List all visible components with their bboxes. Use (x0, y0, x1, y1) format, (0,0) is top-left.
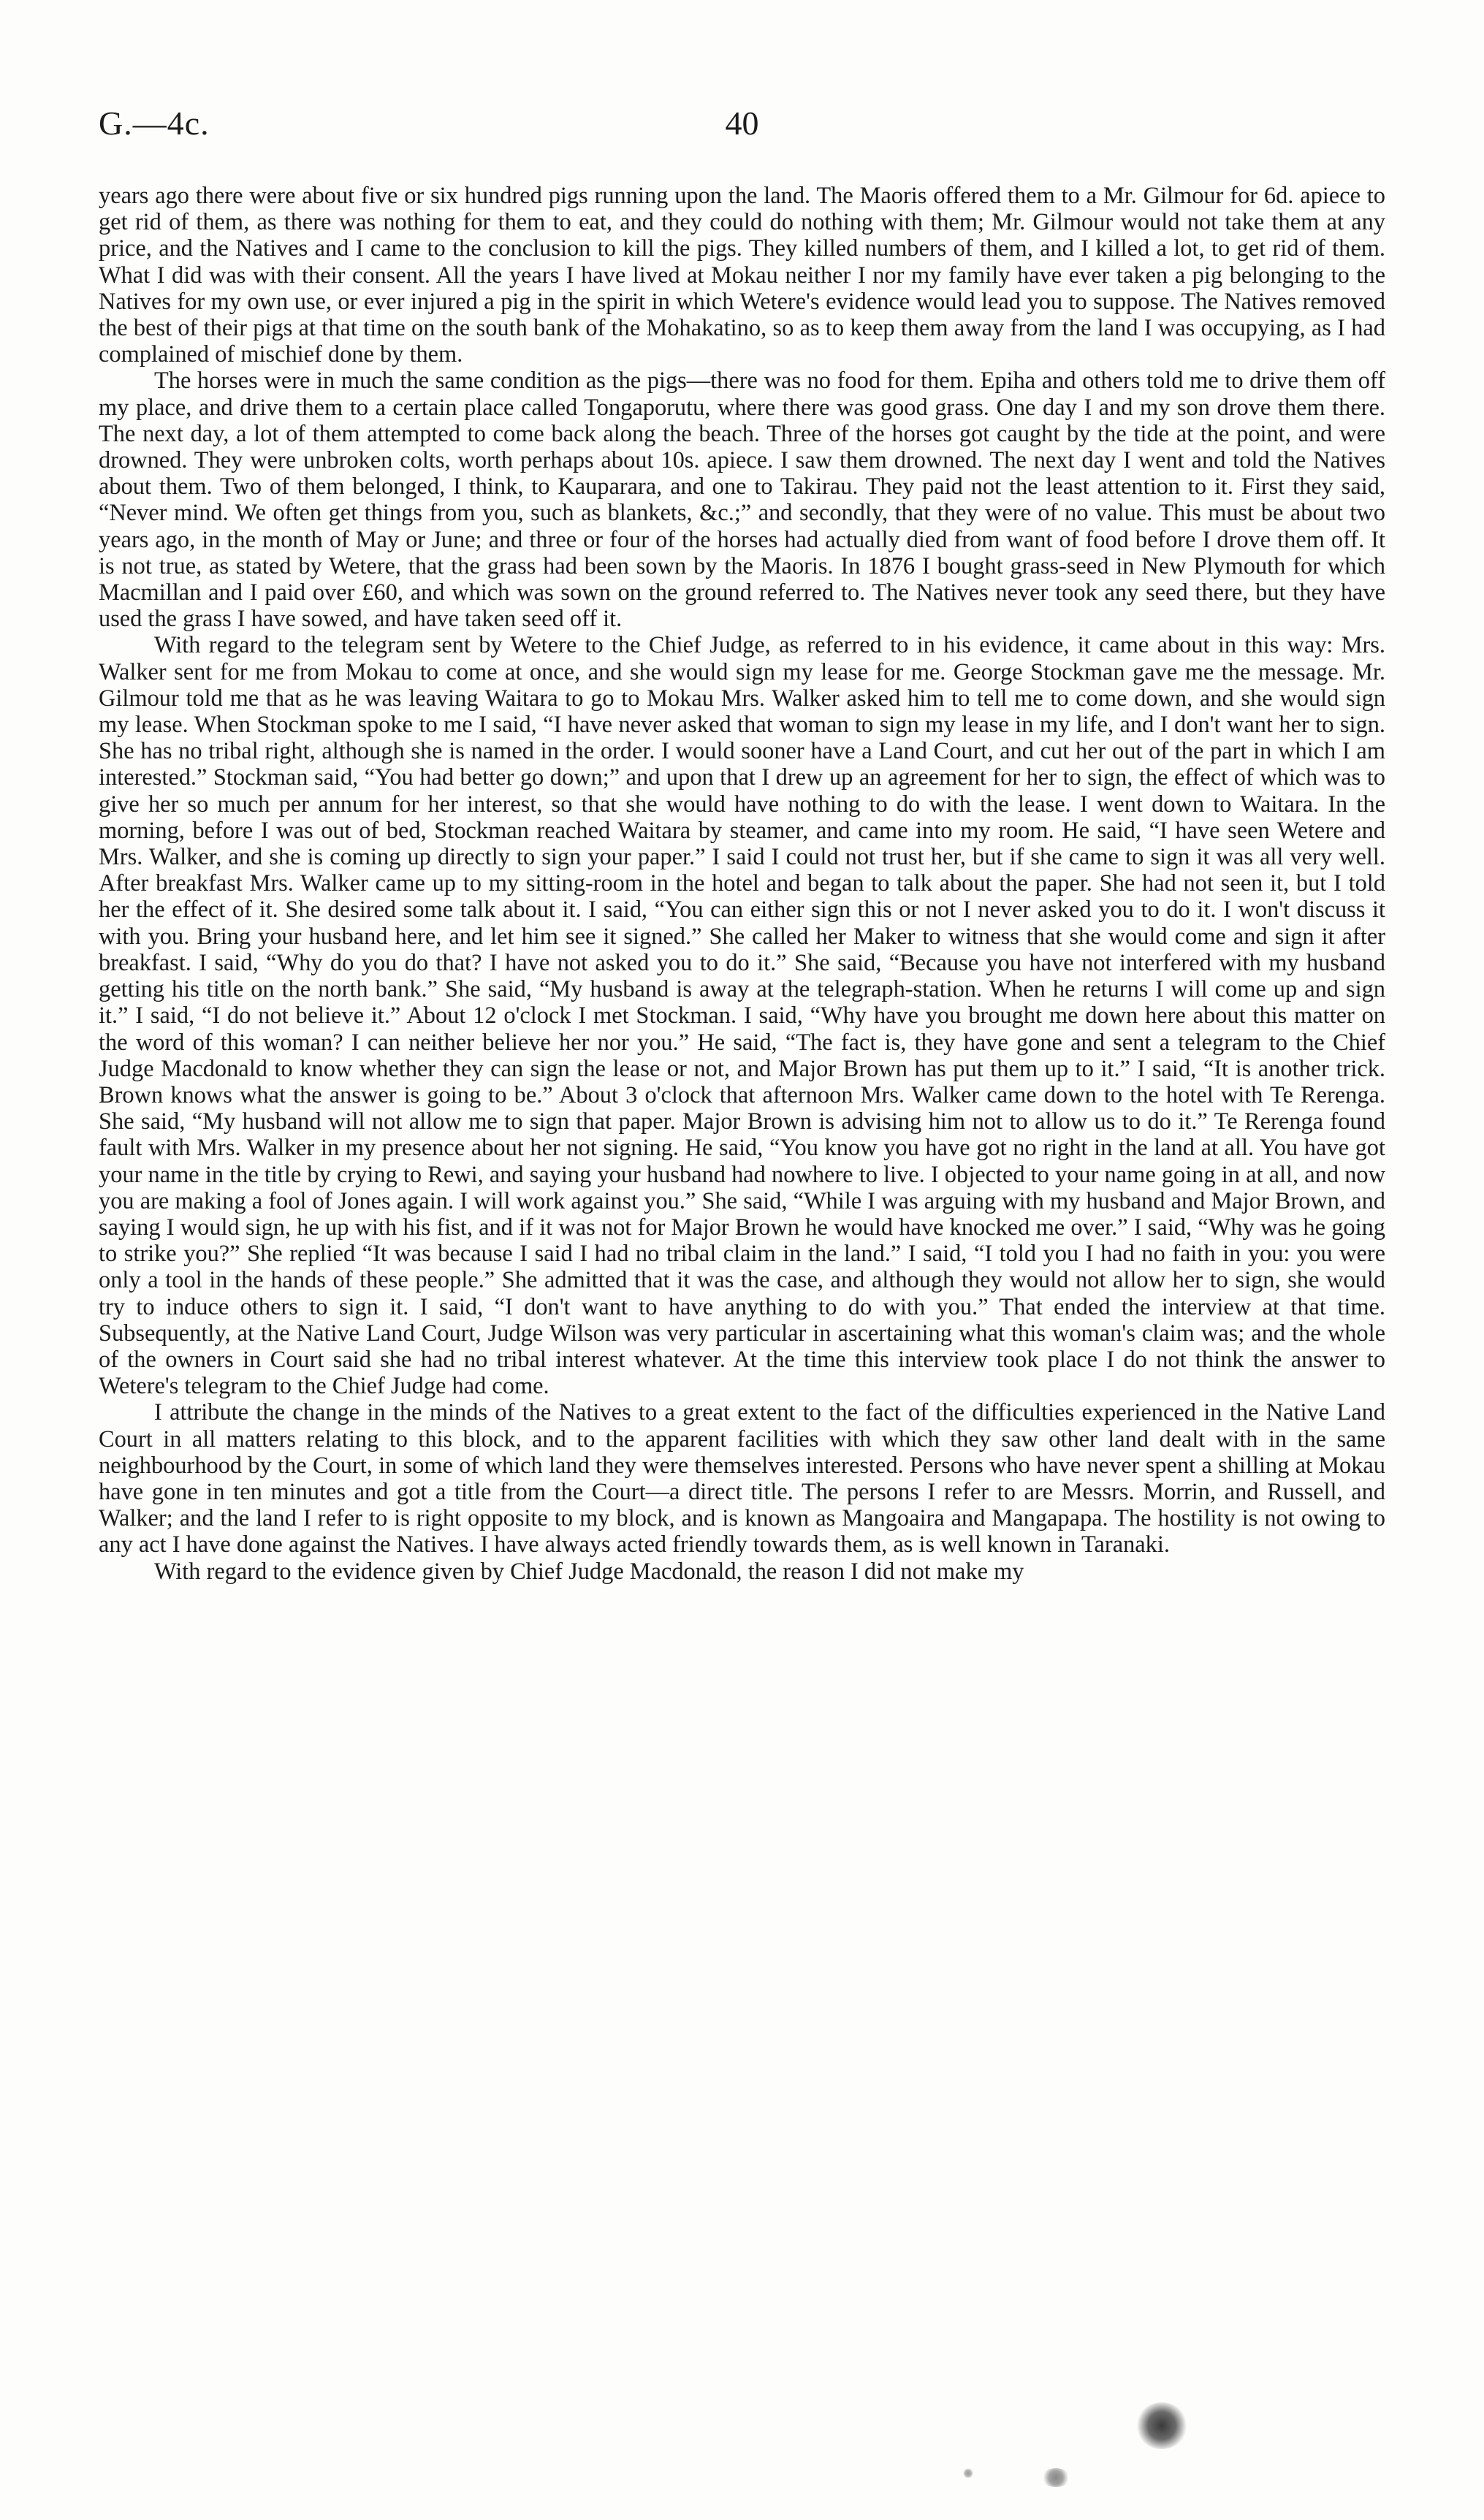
paragraph-2: The horses were in much the same condition as the pigs—there was no food for them. Epiha and others told me to drive them off my place, and drive them to a certain place called Tongaporutu, where there was good grass. One day I and my son drove them there. The next day, a lot of them attempted to come back along the beach. Three of the horses got caught by the tide at the point, and were drowned. They were unbroken colts, worth perhaps about 10s. apiece. I saw them drowned. The next day I went and told the Natives about them. Two of them belonged, I think, to Kauparara, and one to Takirau. They paid not the least attention to it. First they said, “Never mind. We often get things from you, such as blankets, &c.;” and secondly, that they were of no value. This must be about two years ago, in the month of May or June; and three or four of the horses had actually died from want of food before I drove them off. It is not true, as stated by Wetere, that the grass had been sown by the Maoris. In 1876 I bought grass-seed in New Plymouth for which Macmillan and I paid over £60, and which was sown on the ground referred to. The Natives never took any seed there, but they have used the grass I have sowed, and have taken seed off it. (99, 368, 1385, 633)
paragraph-1: years ago there were about five or six hundred pigs running upon the land. The Maoris offered them to a Mr. Gilmour for 6d. apiece to get rid of them, as there was nothing for them to eat, and they could do nothing with them; Mr. Gilmour would not take them at any price, and the Natives and I came to the conclusion to kill the pigs. They killed numbers of them, and I killed a lot, to get rid of them. What I did was with their consent. All the years I have lived at Mokau neither I nor my family have ever taken a pig belonging to the Natives for my own use, or ever injured a pig in the spirit in which Wetere's evidence would lead you to suppose. The Natives removed the best of their pigs at that time on the south bank of the Mohakatino, so as to keep them away from the land I was occupying, as I had complained of mischief done by them. (99, 183, 1385, 368)
document-reference: G.—4c. (99, 104, 210, 142)
ink-speck-mark (1041, 2468, 1070, 2487)
paragraph-4: I attribute the change in the minds of the Natives to a great extent to the fact of the difficulties experienced in the Native Land Court in all matters relating to this block, and to the apparent facilities with which they saw other land dealt with in the same neighbourhood by the Court, in some of which land they were themselves interested. Persons who have never spent a shilling at Mokau have gone in ten minutes and got a title from the Court—a direct title. The persons I refer to are Messrs. Morrin, and Russell, and Walker; and the land I refer to is right opposite to my block, and is known as Mangoaira and Mangapapa. The hostility is not owing to any act I have done against the Natives. I have always acted friendly towards them, as is well known in Taranaki. (99, 1399, 1385, 1558)
running-header (99, 104, 1385, 155)
page-number: 40 (725, 104, 759, 142)
ink-blot-mark (1136, 2402, 1187, 2449)
ink-speck-mark (963, 2468, 973, 2478)
paragraph-3: With regard to the telegram sent by Wetere to the Chief Judge, as referred to in his evidence, it came about in this way: Mrs. Walker sent for me from Mokau to come at once, and she would sign my lease for me. George Stockman gave me the message. Mr. Gilmour told me that as he was leaving Waitara to go to Mokau Mrs. Walker asked him to tell me to come down, and she would sign my lease. When Stockman spoke to me I said, “I have never asked that woman to sign my lease in my life, and I don't want her to sign. She has no tribal right, although she is named in the order. I would sooner have a Land Court, and cut her out of the part in which I am interested.” Stockman said, “You had better go down;” and upon that I drew up an agreement for her to sign, the effect of which was to give her so much per annum for her interest, so that she would have nothing to do with the lease. I went down to Waitara. In the morning, before I was out of bed, Stockman reached Waitara by steamer, and came into my room. He said, “I have seen Wetere and Mrs. Walker, and she is coming up directly to sign your paper.” I said I could not trust her, but if she came to sign it was all very well. After breakfast Mrs. Walker came up to my sitting-room in the hotel and began to talk about the paper. She had not seen it, but I told her the effect of it. She desired some talk about it. I said, “You can either sign this or not I never asked you to do it. I won't discuss it with you. Bring your husband here, and let him see it signed.” She called her Maker to witness that she would come and sign it after breakfast. I said, “Why do you do that? I have not asked you to do it.” She said, “Because you have not interfered with my husband getting his title on the north bank.” She said, “My husband is away at the telegraph-station. When he returns I will come up and sign it.” I said, “I do not believe it.” About 12 o'clock I met Stockman. I said, “Why have you brought me down here about this matter on the word of this woman? I can neither believe her nor you.” He said, “The fact is, they have gone and sent a telegram to the Chief Judge Macdonald to know whether they can sign the lease or not, and Major Brown has put them up to it.” I said, “It is another trick. Brown knows what the answer is going to be.” About 3 o'clock that afternoon Mrs. Walker came down to the hotel with Te Rerenga. She said, “My husband will not allow me to sign that paper. Major Brown is advising him not to allow us to do it.” Te Rerenga found fault with Mrs. Walker in my presence about her not signing. He said, “You know you have got no right in the land at all. You have got your name in the title by crying to Rewi, and saying your husband had nowhere to live. I objected to your name going in at all, and now you are making a fool of Jones again. I will work against you.” She said, “While I was arguing with my husband and Major Brown, and saying I would sign, he up with his fist, and if it was not for Major Brown he would have knocked me over.” I said, “Why was he going to strike you?” She replied “It was because I said I had no tribal claim in the land.” I said, “I told you I had no faith in you: you were only a tool in the hands of these people.” She admitted that it was the case, and although they would not allow her to sign, she would try to induce others to sign it. I said, “I don't want to have anything to do with you.” That ended the interview at that time. Subsequently, at the Native Land Court, Judge Wilson was very particular in ascertaining what this woman's claim was; and the whole of the owners in Court said she had no tribal interest whatever. At the time this interview took place I do not think the answer to Wetere's telegram to the Chief Judge had come. (99, 632, 1385, 1400)
body-text (99, 183, 1385, 1585)
paragraph-5: With regard to the evidence given by Chief Judge Macdonald, the reason I did not make my (154, 1558, 1024, 1585)
